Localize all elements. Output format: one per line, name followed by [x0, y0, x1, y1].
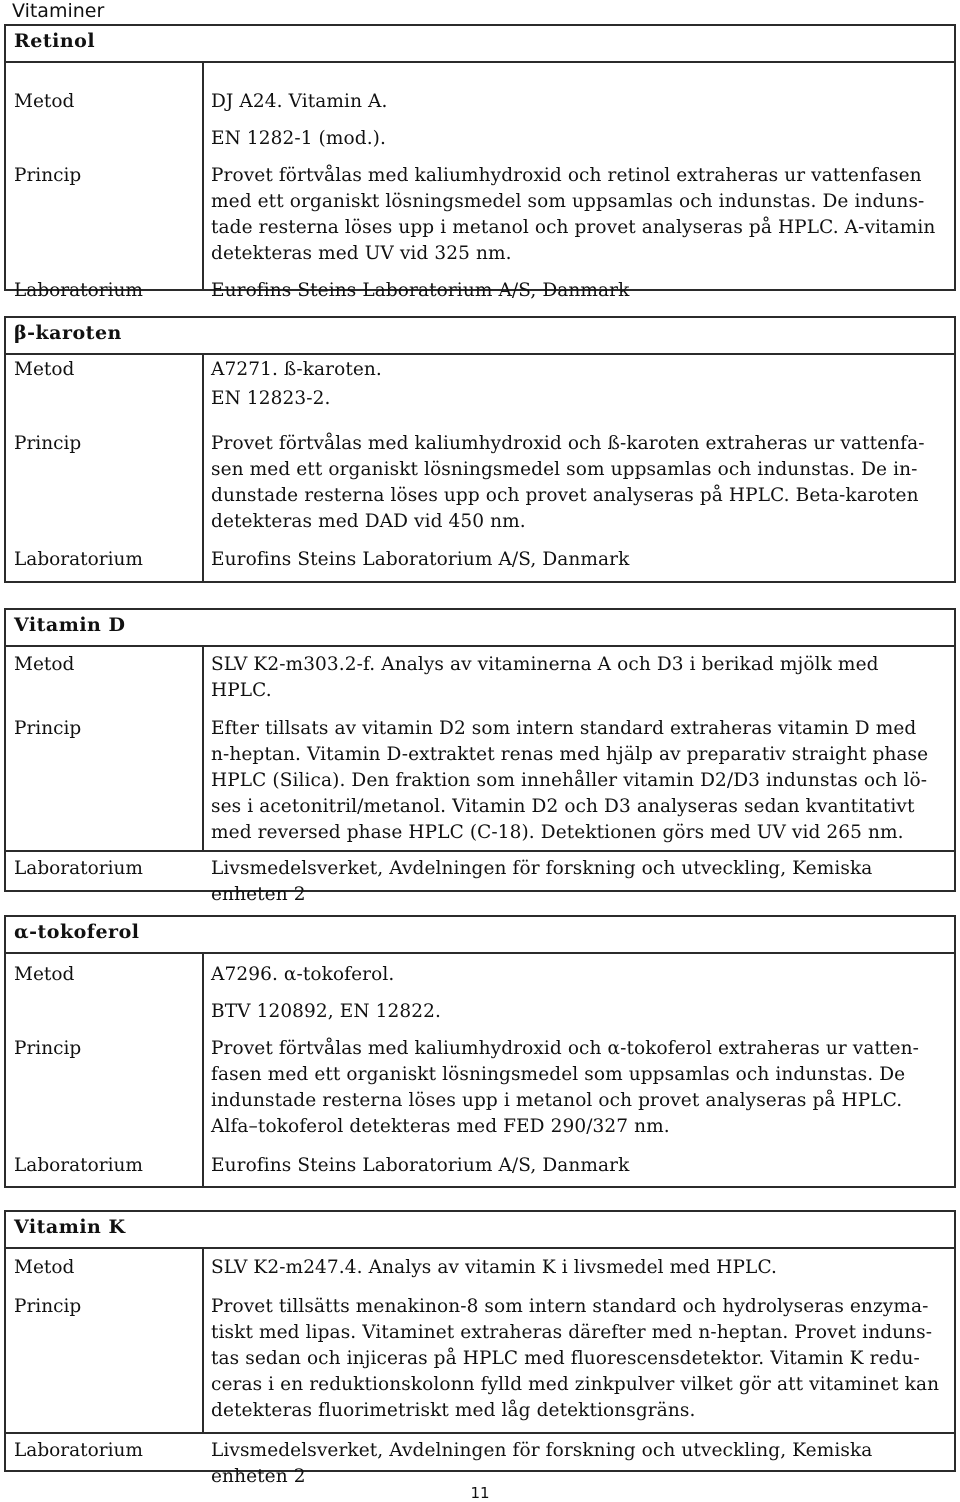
princip-label: Princip [14, 1296, 82, 1317]
column-divider [202, 954, 204, 1186]
metod-line: A7296. α-tokoferol. [211, 964, 395, 985]
princip-line: tiskt med lipas. Vitaminet extraheras därefter med n-heptan. Provet induns- [211, 1322, 933, 1343]
column-divider [202, 647, 204, 850]
section-title: Vitamin D [6, 610, 954, 647]
laboratorium-label: Laboratorium [14, 858, 143, 879]
section-title: Retinol [6, 26, 954, 63]
laboratorium-value: Livsmedelsverket, Avdelningen för forskning och utveckling, Kemiska enheten 2 [211, 1440, 873, 1487]
metod-value [211, 1255, 951, 1281]
column-divider [202, 63, 204, 289]
metod-line: EN 12823-2. [211, 388, 331, 409]
metod-line: BTV 120892, EN 12822. [211, 1001, 441, 1022]
betakaroten-section [4, 316, 956, 583]
princip-line: Provet tillsätts menakinon-8 som intern standard och hydrolyseras enzyma- [211, 1296, 929, 1317]
metod-line: SLV K2-m247.4. Analys av vitamin K i livsmedel med HPLC. [211, 1257, 778, 1278]
princip-line: Efter tillsats av vitamin D2 som intern standard extraheras vitamin D med [211, 718, 917, 739]
page-heading: Vitaminer [12, 0, 105, 22]
princip-line: dunstade resterna löses upp och provet analyseras på HPLC. Beta-karoten [211, 485, 919, 506]
princip-label: Princip [14, 1038, 82, 1059]
laboratorium-label: Laboratorium [14, 280, 143, 301]
laboratorium-row [6, 1432, 954, 1487]
column-divider [202, 355, 204, 581]
vitamin-k-section [4, 1210, 956, 1487]
princip-line: tade resterna löses upp i metanol och provet analyseras på HPLC. A-vitamin [211, 217, 936, 238]
princip-line: Provet förtvålas med kaliumhydroxid och α-tokoferol extraheras ur vatten- [211, 1038, 919, 1059]
princip-value [211, 431, 951, 535]
princip-line: detekteras fluorimetriskt med låg detektionsgräns. [211, 1400, 696, 1421]
princip-line: Provet förtvålas med kaliumhydroxid och retinol extraheras ur vattenfasen [211, 165, 922, 186]
princip-value [211, 1036, 951, 1140]
section-title: α-tokoferol [6, 917, 954, 954]
princip-line: Provet förtvålas med kaliumhydroxid och ß-karoten extraheras ur vattenfa- [211, 433, 925, 454]
metod-value [211, 89, 951, 115]
princip-line: indunstade resterna löses upp i metanol och provet analyseras på HPLC. [211, 1090, 903, 1111]
princip-label: Princip [14, 718, 82, 739]
princip-label: Princip [14, 433, 82, 454]
laboratorium-value: Livsmedelsverket, Avdelningen för forskning och utveckling, Kemiska enheten 2 [211, 858, 873, 905]
vitamin-d-section [4, 608, 956, 905]
alfatokoferol-section [4, 915, 956, 1188]
metod-line: EN 1282-1 (mod.). [211, 128, 386, 149]
laboratorium-label: Laboratorium [14, 1440, 143, 1461]
princip-value [211, 163, 951, 267]
princip-line: Alfa–tokoferol detekteras med FED 290/327 nm. [211, 1116, 670, 1137]
section-title: Vitamin K [6, 1212, 954, 1249]
page-number: 11 [470, 1484, 490, 1502]
metod-label: Metod [14, 964, 75, 985]
metod-line: A7271. ß-karoten. [211, 359, 382, 380]
princip-line: ceras i en reduktionskolonn fylld med zinkpulver vilket gör att vitaminet kan [211, 1374, 940, 1395]
laboratorium-label: Laboratorium [14, 549, 143, 570]
metod-value [211, 652, 951, 704]
metod-value [211, 962, 951, 988]
metod-label: Metod [14, 654, 75, 675]
princip-line: ses i acetonitril/metanol. Vitamin D2 och D3 analyseras sedan kvantitativt [211, 796, 915, 817]
princip-value [211, 716, 951, 846]
princip-line: med ett organiskt lösningsmedel som uppsamlas och indunstas. De induns- [211, 191, 925, 212]
column-divider [202, 1249, 204, 1432]
metod-line: DJ A24. Vitamin A. [211, 91, 388, 112]
princip-line: n-heptan. Vitamin D-extraktet renas med hjälp av preparativ straight phase [211, 744, 929, 765]
laboratorium-value: Eurofins Steins Laboratorium A/S, Danmark [211, 549, 630, 570]
princip-value [211, 1294, 951, 1424]
princip-line: detekteras med DAD vid 450 nm. [211, 511, 526, 532]
metod-label: Metod [14, 1257, 75, 1278]
princip-line: sen med ett organiskt lösningsmedel som uppsamlas och indunstas. De in- [211, 459, 918, 480]
laboratorium-label: Laboratorium [14, 1155, 143, 1176]
princip-line: fasen med ett organiskt lösningsmedel som uppsamlas och indunstas. De [211, 1064, 906, 1085]
metod-label: Metod [14, 91, 75, 112]
laboratorium-value: Eurofins Steins Laboratorium A/S, Danmark [211, 280, 630, 301]
princip-line: tas sedan och injiceras på HPLC med fluorescensdetektor. Vitamin K redu- [211, 1348, 920, 1369]
metod-value [211, 357, 951, 383]
metod-value-2 [211, 126, 951, 152]
princip-line: detekteras med UV vid 325 nm. [211, 243, 512, 264]
section-title: β-karoten [6, 318, 954, 355]
princip-line: HPLC (Silica). Den fraktion som innehåller vitamin D2/D3 indunstas och lö- [211, 770, 928, 791]
metod-line: HPLC. [211, 680, 272, 701]
princip-label: Princip [14, 165, 82, 186]
metod-line: SLV K2-m303.2-f. Analys av vitaminerna A och D3 i berikad mjölk med [211, 654, 879, 675]
metod-value-2 [211, 999, 951, 1025]
retinol-section [4, 24, 956, 301]
laboratorium-value: Eurofins Steins Laboratorium A/S, Danmark [211, 1155, 630, 1176]
metod-value-2 [211, 386, 951, 412]
princip-line: med reversed phase HPLC (C-18). Detektionen görs med UV vid 265 nm. [211, 822, 904, 843]
metod-label: Metod [14, 359, 75, 380]
laboratorium-row [6, 850, 954, 905]
